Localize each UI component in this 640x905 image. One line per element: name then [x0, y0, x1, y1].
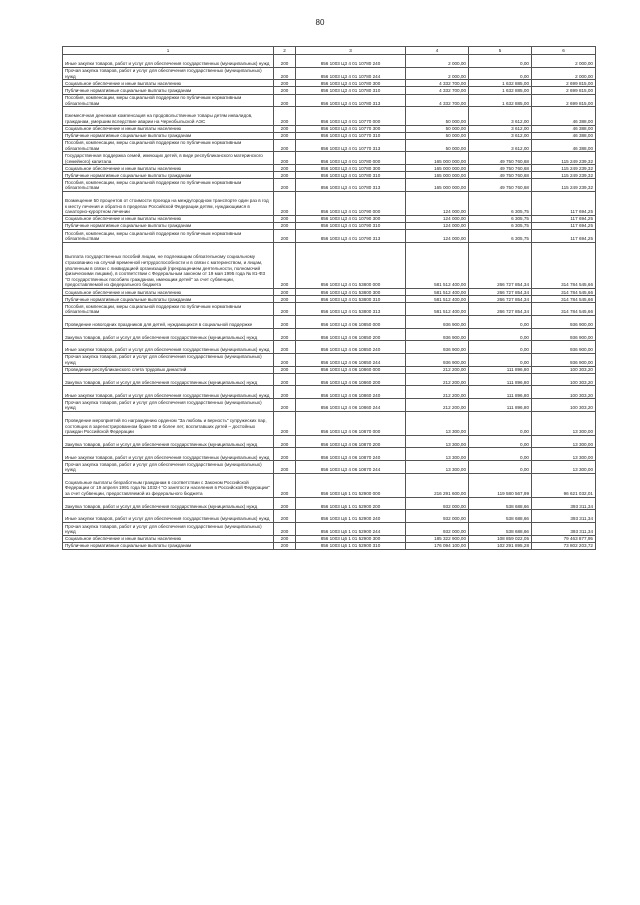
row-name-cell: Пособия, компенсации, меры социальной поддержки по публичным нормативным обязательствам [63, 303, 274, 316]
table-row [63, 125, 596, 132]
row-approved-cell: 13 300,00 [406, 435, 469, 448]
table-row [63, 373, 596, 386]
row-approved-cell: 4 332 700,00 [406, 80, 469, 87]
row-approved-cell: 936 900,00 [406, 353, 469, 366]
row-line-code-cell: 200 [274, 411, 296, 435]
column-header: 6 [532, 47, 596, 55]
row-name-cell: Пособия, компенсации, меры социальной поддержки по публичным нормативным обязательствам [63, 139, 274, 152]
row-name-cell: Проведение мероприятий по награждению орденом "За любовь и верность" супружеских пар, состоящих в зарегистрированном браке 50 и более лет, воспитавших детей – достойных граждан Российской Федерации [63, 411, 274, 435]
row-remaining-cell: 13 300,00 [532, 448, 596, 461]
row-budget-code-cell: 856 1003 Ц3 4 01 53800 310 [296, 296, 406, 303]
row-budget-code-cell: 856 1003 Ц3 4 01 53800 313 [296, 303, 406, 316]
row-approved-cell: 50 000,00 [406, 107, 469, 125]
row-remaining-cell: 115 249 239,32 [532, 179, 596, 192]
row-executed-cell: 111 896,80 [469, 373, 532, 386]
row-approved-cell: 165 000 000,00 [406, 165, 469, 172]
row-approved-cell: 2 000,00 [406, 67, 469, 80]
row-approved-cell: 212 200,00 [406, 399, 469, 412]
row-line-code-cell: 200 [274, 535, 296, 542]
row-executed-cell: 1 632 885,00 [469, 87, 532, 94]
table-row [63, 132, 596, 139]
row-line-code-cell: 200 [274, 473, 296, 497]
row-approved-cell: 212 200,00 [406, 386, 469, 399]
row-remaining-cell: 936 900,00 [532, 341, 596, 354]
row-approved-cell: 4 332 700,00 [406, 87, 469, 94]
row-line-code-cell: 200 [274, 435, 296, 448]
row-budget-code-cell: 856 1003 Ц3 4 06 10860 240 [296, 386, 406, 399]
row-executed-cell: 102 291 895,28 [469, 542, 532, 549]
row-budget-code-cell: 856 1003 Ц3 4 01 10790 300 [296, 215, 406, 222]
row-remaining-cell: 314 784 545,66 [532, 296, 596, 303]
row-budget-code-cell: 856 1003 Ц3 4 06 10870 000 [296, 411, 406, 435]
row-line-code-cell: 200 [274, 497, 296, 510]
row-approved-cell: 165 000 000,00 [406, 172, 469, 179]
table-row [63, 523, 596, 536]
row-executed-cell: 1 632 885,00 [469, 80, 532, 87]
row-budget-code-cell: 856 1003 Ц6 1 01 52900 310 [296, 542, 406, 549]
table-row [63, 55, 596, 68]
row-name-cell: Проведение республиканского слета трудовых династий [63, 366, 274, 373]
row-name-cell: Социальное обеспечение и иные выплаты населению [63, 125, 274, 132]
row-approved-cell: 13 300,00 [406, 411, 469, 435]
row-line-code-cell: 200 [274, 132, 296, 139]
row-approved-cell: 212 200,00 [406, 373, 469, 386]
table-row [63, 67, 596, 80]
row-remaining-cell: 117 694,25 [532, 191, 596, 215]
row-remaining-cell: 13 300,00 [532, 411, 596, 435]
row-budget-code-cell: 856 1003 Ц3 4 01 10770 000 [296, 107, 406, 125]
row-name-cell: Возмещение 50 процентов от стоимости проезда на междугородном транспорте один раз в год к месту лечения и обратно в пределах Российской Федерации детям, нуждающимся в санаторно-курортном лечении [63, 191, 274, 215]
row-executed-cell: 3 612,00 [469, 107, 532, 125]
table-row [63, 448, 596, 461]
row-budget-code-cell: 856 1003 Ц3 4 06 10850 000 [296, 315, 406, 328]
row-executed-cell: 3 612,00 [469, 125, 532, 132]
table-row [63, 165, 596, 172]
row-remaining-cell: 115 249 239,32 [532, 152, 596, 165]
table-row [63, 139, 596, 152]
row-remaining-cell: 393 311,34 [532, 497, 596, 510]
row-approved-cell: 50 000,00 [406, 139, 469, 152]
row-executed-cell: 538 688,66 [469, 510, 532, 523]
row-name-cell: Публичные нормативные социальные выплаты гражданам [63, 87, 274, 94]
table-row [63, 94, 596, 107]
table-row [63, 315, 596, 328]
row-remaining-cell: 117 694,25 [532, 222, 596, 229]
table-row [63, 296, 596, 303]
table-row [63, 366, 596, 373]
row-name-cell: Иные закупки товаров, работ и услуг для обеспечения государственных (муниципальных) нужд [63, 510, 274, 523]
row-name-cell: Иные закупки товаров, работ и услуг для обеспечения государственных (муниципальных) нужд [63, 55, 274, 68]
row-executed-cell: 0,00 [469, 55, 532, 68]
row-approved-cell: 13 300,00 [406, 448, 469, 461]
row-budget-code-cell: 856 1003 Ц3 4 01 10780 313 [296, 94, 406, 107]
row-budget-code-cell: 856 1003 Ц3 4 06 10850 240 [296, 341, 406, 354]
row-remaining-cell: 314 784 545,66 [532, 289, 596, 296]
table-row [63, 230, 596, 243]
row-line-code-cell: 200 [274, 55, 296, 68]
row-executed-cell: 0,00 [469, 353, 532, 366]
row-approved-cell: 216 291 600,00 [406, 473, 469, 497]
row-executed-cell: 0,00 [469, 315, 532, 328]
row-executed-cell: 49 750 760,68 [469, 152, 532, 165]
row-budget-code-cell: 856 1003 Ц3 4 01 10780 244 [296, 67, 406, 80]
row-remaining-cell: 73 802 203,72 [532, 542, 596, 549]
row-remaining-cell: 115 249 239,32 [532, 172, 596, 179]
row-executed-cell: 0,00 [469, 411, 532, 435]
row-budget-code-cell: 856 1003 Ц3 4 01 10780 300 [296, 165, 406, 172]
row-executed-cell: 111 896,80 [469, 399, 532, 412]
row-executed-cell: 266 727 854,34 [469, 296, 532, 303]
row-name-cell: Социальное обеспечение и иные выплаты населению [63, 165, 274, 172]
row-line-code-cell: 200 [274, 222, 296, 229]
row-name-cell: Иные закупки товаров, работ и услуг для обеспечения государственных (муниципальных) нужд [63, 448, 274, 461]
row-name-cell: Публичные нормативные социальные выплаты гражданам [63, 296, 274, 303]
row-name-cell: Социальные выплаты безработным гражданам в соответствии с Законом Российской Федерации от 19 апреля 1991 года № 1032-I "О занятости населения в Российской Федерации" за счет субвенции, предоставляемой из федерального бюджета [63, 473, 274, 497]
row-budget-code-cell: 856 1003 Ц3 4 01 10770 313 [296, 139, 406, 152]
row-line-code-cell: 200 [274, 510, 296, 523]
column-header: 4 [406, 47, 469, 55]
row-approved-cell: 176 094 100,00 [406, 542, 469, 549]
row-approved-cell: 581 512 400,00 [406, 289, 469, 296]
row-remaining-cell: 2 699 815,00 [532, 94, 596, 107]
row-line-code-cell: 200 [274, 80, 296, 87]
row-budget-code-cell: 856 1003 Ц3 4 01 10780 310 [296, 172, 406, 179]
row-remaining-cell: 314 784 545,66 [532, 303, 596, 316]
row-executed-cell: 6 305,75 [469, 222, 532, 229]
row-approved-cell: 936 900,00 [406, 328, 469, 341]
table-row [63, 341, 596, 354]
table-row [63, 328, 596, 341]
row-remaining-cell: 100 303,20 [532, 386, 596, 399]
row-remaining-cell: 13 300,00 [532, 435, 596, 448]
row-name-cell: Публичные нормативные социальные выплаты гражданам [63, 172, 274, 179]
row-executed-cell: 111 896,80 [469, 386, 532, 399]
row-remaining-cell: 115 249 239,32 [532, 165, 596, 172]
row-line-code-cell: 200 [274, 315, 296, 328]
row-name-cell: Публичные нормативные социальные выплаты гражданам [63, 542, 274, 549]
row-approved-cell: 936 900,00 [406, 341, 469, 354]
row-remaining-cell: 117 694,25 [532, 230, 596, 243]
table-row [63, 386, 596, 399]
row-name-cell: Иные закупки товаров, работ и услуг для обеспечения государственных (муниципальных) нужд [63, 341, 274, 354]
table-row [63, 87, 596, 94]
row-executed-cell: 3 612,00 [469, 132, 532, 139]
table-row [63, 435, 596, 448]
row-budget-code-cell: 856 1003 Ц6 1 01 52900 244 [296, 523, 406, 536]
row-budget-code-cell: 856 1003 Ц3 4 01 10780 313 [296, 179, 406, 192]
row-remaining-cell: 936 900,00 [532, 353, 596, 366]
row-remaining-cell: 46 388,00 [532, 107, 596, 125]
row-name-cell: Социальное обеспечение и иные выплаты населению [63, 289, 274, 296]
column-header: 3 [296, 47, 406, 55]
row-budget-code-cell: 856 1003 Ц3 4 01 10770 310 [296, 132, 406, 139]
row-line-code-cell: 200 [274, 242, 296, 288]
row-line-code-cell: 200 [274, 341, 296, 354]
column-header: 1 [63, 47, 274, 55]
page-number: 80 [315, 18, 325, 27]
row-executed-cell: 0,00 [469, 435, 532, 448]
row-line-code-cell: 200 [274, 87, 296, 94]
row-approved-cell: 932 000,00 [406, 510, 469, 523]
row-name-cell: Социальное обеспечение и иные выплаты населению [63, 80, 274, 87]
row-line-code-cell: 200 [274, 179, 296, 192]
row-remaining-cell: 100 303,20 [532, 373, 596, 386]
row-approved-cell: 581 512 400,00 [406, 296, 469, 303]
row-approved-cell: 212 200,00 [406, 366, 469, 373]
row-remaining-cell: 46 388,00 [532, 132, 596, 139]
row-executed-cell: 49 750 760,68 [469, 179, 532, 192]
column-header: 5 [469, 47, 532, 55]
row-executed-cell: 538 688,66 [469, 523, 532, 536]
row-remaining-cell: 2 699 815,00 [532, 80, 596, 87]
row-remaining-cell: 46 388,00 [532, 139, 596, 152]
column-header: 2 [274, 47, 296, 55]
row-line-code-cell: 200 [274, 366, 296, 373]
row-line-code-cell: 200 [274, 139, 296, 152]
row-executed-cell: 49 750 760,68 [469, 172, 532, 179]
row-remaining-cell: 393 311,34 [532, 523, 596, 536]
row-executed-cell: 111 896,80 [469, 366, 532, 373]
row-approved-cell: 2 000,00 [406, 55, 469, 68]
row-line-code-cell: 200 [274, 328, 296, 341]
row-name-cell: Социальное обеспечение и иные выплаты населению [63, 215, 274, 222]
row-budget-code-cell: 856 1003 Ц3 4 01 10790 313 [296, 230, 406, 243]
row-name-cell: Прочая закупка товаров, работ и услуг для обеспечения государственных (муниципальных) нужд [63, 353, 274, 366]
row-line-code-cell: 200 [274, 296, 296, 303]
row-budget-code-cell: 856 1003 Ц3 4 06 10870 244 [296, 461, 406, 474]
row-line-code-cell: 200 [274, 107, 296, 125]
row-budget-code-cell: 856 1003 Ц6 1 01 52900 000 [296, 473, 406, 497]
row-name-cell: Пособия, компенсации, меры социальной поддержки по публичным нормативным обязательствам [63, 179, 274, 192]
row-name-cell: Прочая закупка товаров, работ и услуг для обеспечения государственных (муниципальных) нужд [63, 523, 274, 536]
row-remaining-cell: 96 621 032,01 [532, 473, 596, 497]
row-budget-code-cell: 856 1003 Ц3 4 06 10850 200 [296, 328, 406, 341]
row-executed-cell: 0,00 [469, 461, 532, 474]
table-row [63, 215, 596, 222]
row-name-cell: Публичные нормативные социальные выплаты гражданам [63, 132, 274, 139]
row-budget-code-cell: 856 1003 Ц3 4 01 10790 000 [296, 191, 406, 215]
row-executed-cell: 0,00 [469, 328, 532, 341]
row-approved-cell: 124 000,00 [406, 215, 469, 222]
row-executed-cell: 108 859 022,05 [469, 535, 532, 542]
row-approved-cell: 50 000,00 [406, 132, 469, 139]
row-line-code-cell: 200 [274, 289, 296, 296]
row-remaining-cell: 100 303,20 [532, 366, 596, 373]
table-row [63, 179, 596, 192]
row-name-cell: Ежемесячная денежная компенсация на продовольственные товары детям инвалидов, гражданам, умершим вследствие аварии на Чернобыльской АЭС [63, 107, 274, 125]
row-approved-cell: 581 512 400,00 [406, 303, 469, 316]
row-executed-cell: 3 612,00 [469, 139, 532, 152]
row-budget-code-cell: 856 1003 Ц3 4 01 10780 310 [296, 87, 406, 94]
row-line-code-cell: 200 [274, 67, 296, 80]
row-budget-code-cell: 856 1003 Ц3 4 01 53800 300 [296, 289, 406, 296]
table-row [63, 242, 596, 288]
table-row [63, 473, 596, 497]
row-line-code-cell: 200 [274, 461, 296, 474]
table-row [63, 303, 596, 316]
table-row [63, 222, 596, 229]
row-budget-code-cell: 856 1003 Ц3 4 06 10860 000 [296, 366, 406, 373]
row-line-code-cell: 200 [274, 523, 296, 536]
row-name-cell: Закупка товаров, работ и услуг для обеспечения государственных (муниципальных) нужд [63, 497, 274, 510]
row-remaining-cell: 100 303,20 [532, 399, 596, 412]
row-line-code-cell: 200 [274, 230, 296, 243]
row-remaining-cell: 2 699 815,00 [532, 87, 596, 94]
row-remaining-cell: 117 694,25 [532, 215, 596, 222]
row-executed-cell: 6 305,75 [469, 215, 532, 222]
row-budget-code-cell: 856 1003 Ц3 4 06 10870 240 [296, 448, 406, 461]
row-executed-cell: 266 727 854,34 [469, 303, 532, 316]
row-approved-cell: 932 000,00 [406, 523, 469, 536]
row-name-cell: Прочая закупка товаров, работ и услуг для обеспечения государственных (муниципальных) нужд [63, 67, 274, 80]
row-name-cell: Иные закупки товаров, работ и услуг для обеспечения государственных (муниципальных) нужд [63, 386, 274, 399]
row-budget-code-cell: 856 1003 Ц6 1 01 52900 200 [296, 497, 406, 510]
row-name-cell: Выплата государственных пособий лицам, не подлежащим обязательному социальному страхованию на случай временной нетрудоспособности и в связи с материнством, и лицам, уволенным в связи с ликвидацией организаций (прекращением деятельности, полномочий физическими лицами), в соответствии с Федеральным законом от 19 мая 1995 года № 81-ФЗ "О государственных пособиях гражданам, имеющим детей" за счет субвенции, предоставляемой из федерального бюджета [63, 242, 274, 288]
table-row [63, 542, 596, 549]
row-line-code-cell: 200 [274, 399, 296, 412]
row-line-code-cell: 200 [274, 303, 296, 316]
row-budget-code-cell: 856 1003 Ц3 4 06 10860 200 [296, 373, 406, 386]
row-executed-cell: 119 580 567,99 [469, 473, 532, 497]
row-executed-cell: 0,00 [469, 448, 532, 461]
row-line-code-cell: 200 [274, 172, 296, 179]
row-line-code-cell: 200 [274, 125, 296, 132]
budget-table [62, 46, 596, 550]
row-executed-cell: 6 305,75 [469, 230, 532, 243]
row-approved-cell: 185 322 900,00 [406, 535, 469, 542]
row-line-code-cell: 200 [274, 542, 296, 549]
table-row [63, 497, 596, 510]
row-name-cell: Социальное обеспечение и иные выплаты населению [63, 535, 274, 542]
row-remaining-cell: 2 000,00 [532, 55, 596, 68]
row-line-code-cell: 200 [274, 448, 296, 461]
row-name-cell: Закупка товаров, работ и услуг для обеспечения государственных (муниципальных) нужд [63, 373, 274, 386]
table-row [63, 152, 596, 165]
row-line-code-cell: 200 [274, 215, 296, 222]
row-remaining-cell: 13 300,00 [532, 461, 596, 474]
row-budget-code-cell: 856 1003 Ц3 4 01 10770 300 [296, 125, 406, 132]
table-header-row [63, 47, 596, 55]
row-remaining-cell: 393 311,34 [532, 510, 596, 523]
row-remaining-cell: 79 463 877,95 [532, 535, 596, 542]
row-approved-cell: 581 512 400,00 [406, 242, 469, 288]
table-row [63, 399, 596, 412]
table-row [63, 289, 596, 296]
row-budget-code-cell: 856 1003 Ц3 4 06 10870 200 [296, 435, 406, 448]
row-budget-code-cell: 856 1003 Ц3 4 01 10780 000 [296, 152, 406, 165]
row-budget-code-cell: 856 1003 Ц3 4 06 10850 244 [296, 353, 406, 366]
table-row [63, 510, 596, 523]
row-approved-cell: 124 000,00 [406, 222, 469, 229]
row-line-code-cell: 200 [274, 191, 296, 215]
row-name-cell: Прочая закупка товаров, работ и услуг для обеспечения государственных (муниципальных) нужд [63, 399, 274, 412]
row-approved-cell: 124 000,00 [406, 191, 469, 215]
row-budget-code-cell: 856 1003 Ц6 1 01 52900 240 [296, 510, 406, 523]
row-approved-cell: 50 000,00 [406, 125, 469, 132]
row-approved-cell: 124 000,00 [406, 230, 469, 243]
row-executed-cell: 538 688,66 [469, 497, 532, 510]
row-budget-code-cell: 856 1003 Ц3 4 01 10780 300 [296, 80, 406, 87]
table-row [63, 535, 596, 542]
row-executed-cell: 6 305,75 [469, 191, 532, 215]
row-budget-code-cell: 856 1003 Ц3 4 01 10780 240 [296, 55, 406, 68]
row-approved-cell: 165 000 000,00 [406, 179, 469, 192]
row-line-code-cell: 200 [274, 386, 296, 399]
row-name-cell: Публичные нормативные социальные выплаты гражданам [63, 222, 274, 229]
row-approved-cell: 165 000 000,00 [406, 152, 469, 165]
row-name-cell: Пособия, компенсации, меры социальной поддержки по публичным нормативным обязательствам [63, 94, 274, 107]
row-name-cell: Прочая закупка товаров, работ и услуг для обеспечения государственных (муниципальных) нужд [63, 461, 274, 474]
row-executed-cell: 266 727 854,34 [469, 242, 532, 288]
row-budget-code-cell: 856 1003 Ц6 1 01 52900 300 [296, 535, 406, 542]
row-approved-cell: 13 300,00 [406, 461, 469, 474]
row-name-cell: Закупка товаров, работ и услуг для обеспечения государственных (муниципальных) нужд [63, 435, 274, 448]
row-executed-cell: 49 750 760,68 [469, 165, 532, 172]
row-remaining-cell: 936 900,00 [532, 328, 596, 341]
row-remaining-cell: 314 784 545,66 [532, 242, 596, 288]
row-remaining-cell: 2 000,00 [532, 67, 596, 80]
table-row [63, 411, 596, 435]
table-row [63, 80, 596, 87]
row-remaining-cell: 46 388,00 [532, 125, 596, 132]
row-line-code-cell: 200 [274, 373, 296, 386]
row-remaining-cell: 936 900,00 [532, 315, 596, 328]
table-row [63, 172, 596, 179]
row-line-code-cell: 200 [274, 152, 296, 165]
row-approved-cell: 932 000,00 [406, 497, 469, 510]
table-row [63, 107, 596, 125]
table-row [63, 461, 596, 474]
row-budget-code-cell: 856 1003 Ц3 4 01 53800 000 [296, 242, 406, 288]
row-approved-cell: 4 332 700,00 [406, 94, 469, 107]
row-name-cell: Пособия, компенсации, меры социальной поддержки по публичным нормативным обязательствам [63, 230, 274, 243]
row-budget-code-cell: 856 1003 Ц3 4 06 10860 244 [296, 399, 406, 412]
row-approved-cell: 936 900,00 [406, 315, 469, 328]
row-executed-cell: 0,00 [469, 67, 532, 80]
row-name-cell: Проведение новогодних праздников для детей, нуждающихся в социальной поддержке [63, 315, 274, 328]
row-name-cell: Государственная поддержка семей, имеющих детей, в виде республиканского материнского (семейного) капитала [63, 152, 274, 165]
row-executed-cell: 1 632 885,00 [469, 94, 532, 107]
row-line-code-cell: 200 [274, 353, 296, 366]
row-line-code-cell: 200 [274, 94, 296, 107]
row-executed-cell: 0,00 [469, 341, 532, 354]
table-row [63, 353, 596, 366]
row-line-code-cell: 200 [274, 165, 296, 172]
row-executed-cell: 266 727 854,34 [469, 289, 532, 296]
row-budget-code-cell: 856 1003 Ц3 4 01 10790 310 [296, 222, 406, 229]
table-row [63, 191, 596, 215]
row-name-cell: Закупка товаров, работ и услуг для обеспечения государственных (муниципальных) нужд [63, 328, 274, 341]
